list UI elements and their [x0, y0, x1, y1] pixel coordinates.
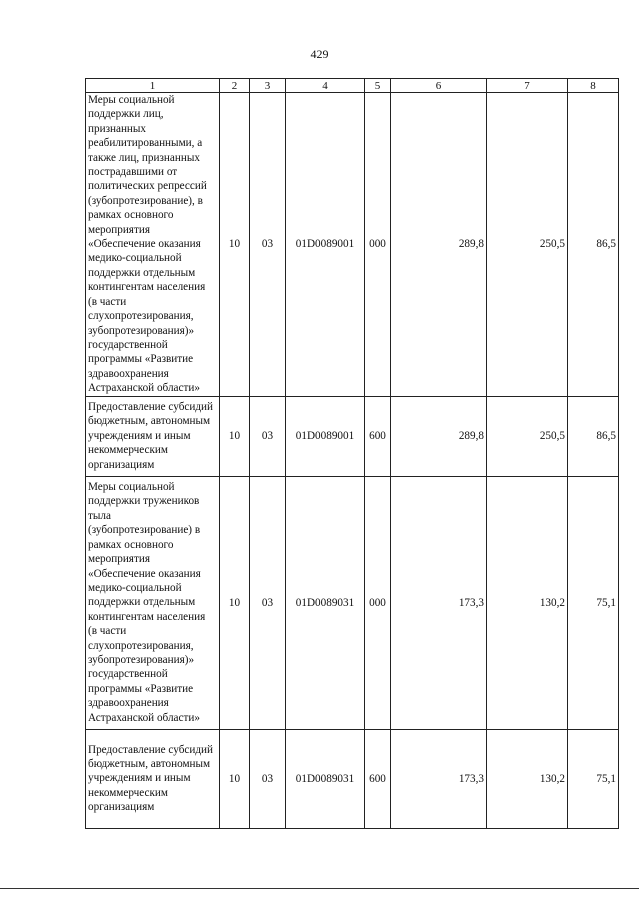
column-header: 1 [86, 79, 220, 93]
target-code: 01D0089031 [286, 476, 365, 729]
table-row [86, 93, 619, 397]
expense-type-code: 600 [365, 729, 391, 828]
amount-col-6: 289,8 [391, 396, 487, 476]
target-code: 01D0089001 [286, 396, 365, 476]
column-header: 8 [568, 79, 619, 93]
column-header: 6 [391, 79, 487, 93]
column-header: 7 [487, 79, 568, 93]
target-code: 01D0089031 [286, 729, 365, 828]
section-code: 10 [220, 476, 250, 729]
row-description: Предоставление субсидий бюджетным, автономным учреждениям и иным некоммерческим организациям [86, 729, 220, 828]
row-description: Меры социальной поддержки тружеников тыла (зубопротезирование) в рамках основного мероприятия «Обеспечение оказания медико-социальной поддержки отдельным контингентам населения (в части слухопротезирования, зубопротезирования)» государственной программы «Развитие здравоохранения Астраханской области» [86, 476, 220, 729]
amount-col-8: 75,1 [568, 476, 619, 729]
amount-col-7: 130,2 [487, 476, 568, 729]
amount-col-7: 130,2 [487, 729, 568, 828]
target-code: 01D0089001 [286, 93, 365, 397]
page-bottom-rule [0, 888, 639, 889]
section-code: 10 [220, 729, 250, 828]
column-header: 5 [365, 79, 391, 93]
header-row [86, 79, 619, 93]
subsection-code: 03 [250, 93, 286, 397]
amount-col-6: 173,3 [391, 476, 487, 729]
amount-col-8: 75,1 [568, 729, 619, 828]
amount-col-7: 250,5 [487, 93, 568, 397]
amount-col-6: 173,3 [391, 729, 487, 828]
row-description: Меры социальной поддержки лиц, признанных реабилитированными, а также лиц, признанных пострадавшими от политических репрессий (зубопротезирование), в рамках основного мероприятия «Обеспечение оказания медико-социальной поддержки отдельным контингентам населения (в части слухопротезирования, зубопротезирования)» государственной программы «Развитие здравоохранения Астраханской области» [86, 93, 220, 397]
subsection-code: 03 [250, 396, 286, 476]
expense-type-code: 000 [365, 93, 391, 397]
table-row [86, 396, 619, 476]
row-description: Предоставление субсидий бюджетным, автономным учреждениям и иным некоммерческим организациям [86, 396, 220, 476]
expense-type-code: 000 [365, 476, 391, 729]
column-header: 3 [250, 79, 286, 93]
subsection-code: 03 [250, 729, 286, 828]
amount-col-8: 86,5 [568, 396, 619, 476]
column-header: 2 [220, 79, 250, 93]
table-row [86, 729, 619, 828]
section-code: 10 [220, 396, 250, 476]
table-row [86, 476, 619, 729]
subsection-code: 03 [250, 476, 286, 729]
budget-table [85, 78, 619, 829]
page-number: 429 [310, 47, 329, 61]
expense-type-code: 600 [365, 396, 391, 476]
section-code: 10 [220, 93, 250, 397]
column-header: 4 [286, 79, 365, 93]
amount-col-8: 86,5 [568, 93, 619, 397]
amount-col-6: 289,8 [391, 93, 487, 397]
amount-col-7: 250,5 [487, 396, 568, 476]
